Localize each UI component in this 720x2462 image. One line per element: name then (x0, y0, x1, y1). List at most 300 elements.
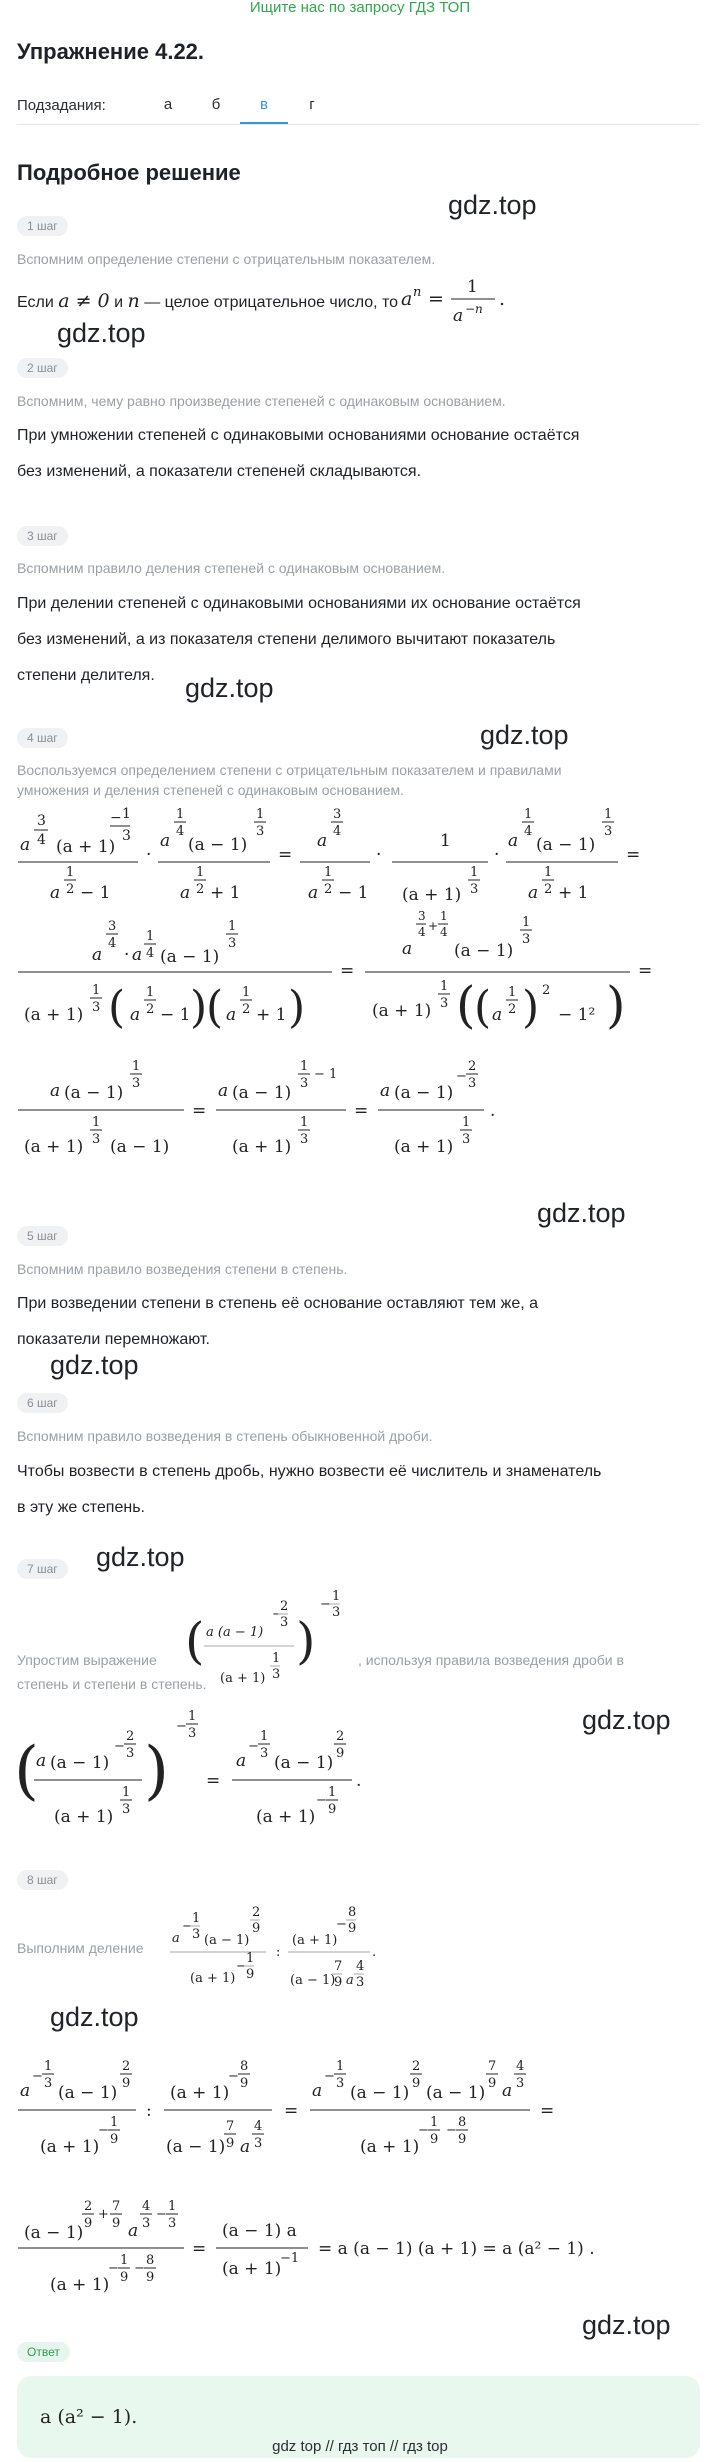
svg-text:−: − (114, 1739, 125, 1754)
step-badge: 3 шаг (17, 526, 68, 546)
svg-text:(: ( (474, 982, 492, 1033)
step-badge: 7 шаг (17, 1559, 68, 1579)
svg-text:=: = (278, 845, 293, 865)
svg-text:a: a (20, 2081, 31, 2101)
svg-text:3: 3 (168, 2216, 177, 2231)
svg-text:9: 9 (120, 2270, 129, 2285)
svg-text:8: 8 (348, 1905, 357, 1920)
svg-text::: : (276, 1945, 281, 1960)
step-text: степени делителя. (17, 667, 155, 684)
svg-text:4: 4 (142, 2199, 151, 2214)
svg-text:n: n (413, 285, 422, 300)
svg-text:a: a (312, 2081, 323, 2101)
svg-text:=: = (192, 1101, 207, 1121)
svg-text:2: 2 (122, 2059, 131, 2074)
svg-text:−: − (156, 2207, 167, 2222)
step4-formula (10, 800, 710, 1200)
svg-text:−: − (418, 2123, 429, 2138)
svg-text:−: − (228, 2069, 239, 2084)
tab-subtask-g[interactable]: г (309, 96, 315, 113)
svg-text:(a + 1): (a + 1) (232, 1137, 292, 1157)
svg-text:(: ( (206, 982, 224, 1033)
svg-text:4: 4 (524, 824, 533, 839)
step-text: без изменений, а из показателя степени делимого вычитают показатель (17, 631, 556, 648)
svg-text:3: 3 (462, 1132, 471, 1147)
svg-text:(a + 1): (a + 1) (394, 1137, 454, 1157)
svg-text:−: − (182, 1919, 193, 1934)
svg-text:9: 9 (246, 1967, 255, 1982)
svg-text:a: a (20, 835, 31, 855)
svg-text:a: a (172, 1931, 180, 1946)
svg-text:−: − (456, 1069, 467, 1084)
svg-text:1: 1 (256, 807, 265, 822)
svg-text:=: = (340, 961, 355, 981)
svg-text:): ) (190, 982, 208, 1033)
step-badge: 8 шаг (17, 1870, 68, 1890)
svg-text:−: − (320, 1597, 331, 1612)
svg-text:2: 2 (412, 2059, 421, 2074)
svg-text:−1: −1 (280, 2251, 300, 2266)
answer-label: Ответ (17, 2342, 70, 2362)
svg-text:+: + (98, 2207, 109, 2222)
svg-text:9: 9 (84, 2216, 93, 2231)
svg-text:1: 1 (122, 806, 131, 822)
step-hint: степень и степени в степень. (17, 1676, 207, 1692)
step1-formula (395, 270, 555, 330)
svg-text:(a − 1): (a − 1) (274, 1753, 334, 1773)
svg-text:(a + 1): (a + 1) (56, 837, 116, 857)
svg-text:(a + 1): (a + 1) (24, 1137, 84, 1157)
svg-text:a: a (492, 1005, 503, 1025)
svg-text:1: 1 (522, 915, 531, 930)
svg-text::: : (146, 2101, 152, 2121)
svg-text:1: 1 (120, 2253, 129, 2268)
step-text: Чтобы возвести в степень дробь, нужно возвести её числитель и знаменатель (17, 1463, 602, 1480)
watermark: gdz.top (537, 1198, 626, 1228)
svg-text:2: 2 (146, 1002, 155, 1017)
svg-text:(a − 1): (a − 1) (426, 2083, 486, 2103)
svg-text:2: 2 (66, 882, 75, 897)
svg-text:−: − (248, 1739, 259, 1754)
svg-text:9: 9 (328, 1802, 337, 1817)
divider (17, 124, 700, 125)
svg-text:(a + 1): (a + 1) (50, 2275, 110, 2295)
svg-text:·: · (124, 945, 130, 965)
watermark: gdz.top (448, 190, 537, 220)
step-hint: Вспомним правило деления степеней с одинаковым основанием. (17, 560, 446, 576)
watermark: gdz.top (582, 2310, 671, 2340)
svg-text:−: − (176, 1719, 187, 1734)
svg-text:7: 7 (226, 2119, 235, 2134)
step-badge: 5 шаг (17, 1226, 68, 1246)
svg-text:a: a (502, 2081, 513, 2101)
step-text: При умножении степеней с одинаковыми основаниями основание остаётся (17, 427, 580, 444)
svg-text:−: − (272, 1607, 283, 1622)
svg-text:−: − (446, 2123, 457, 2138)
svg-text:9: 9 (412, 2076, 421, 2091)
svg-text:1: 1 (168, 2199, 177, 2214)
svg-text:3: 3 (37, 813, 46, 829)
svg-text:=: = (626, 845, 641, 865)
svg-text:1: 1 (440, 831, 451, 851)
svg-text:−: − (236, 1959, 247, 1974)
svg-text:−: − (32, 2069, 43, 2084)
search-hint-banner: Ищите нас по запросу ГДЗ ТОП (249, 0, 471, 16)
svg-text:1: 1 (260, 1729, 269, 1744)
svg-text:=: = (192, 2239, 207, 2259)
svg-text:1: 1 (132, 1059, 141, 1074)
svg-text:a: a (528, 883, 539, 903)
svg-text:4: 4 (146, 946, 155, 961)
svg-text:1: 1 (228, 919, 237, 934)
svg-text:− 1: − 1 (338, 883, 369, 903)
svg-text:=: = (638, 961, 653, 981)
svg-text:1: 1 (324, 865, 333, 880)
svg-text:3: 3 (192, 1927, 201, 1942)
svg-text:): ) (288, 982, 306, 1033)
svg-text:2: 2 (84, 2199, 93, 2214)
tab-subtask-a[interactable]: а (163, 96, 173, 113)
svg-text:(a + 1): (a + 1) (256, 1807, 316, 1827)
svg-text:3: 3 (132, 1076, 141, 1091)
step8-inline-formula (166, 1900, 426, 2000)
svg-text:3: 3 (44, 2076, 53, 2091)
svg-text:9: 9 (336, 1746, 345, 1761)
svg-text:9: 9 (430, 2132, 439, 2147)
step-text: Если a ≠ 0 и n — целое отрицательное число, то (17, 290, 399, 312)
svg-text:3: 3 (260, 1746, 269, 1761)
svg-text:1: 1 (122, 1785, 131, 1800)
svg-text:): ) (296, 1612, 316, 1670)
svg-text:−n: −n (465, 302, 483, 316)
svg-text:(a − 1): (a − 1) (58, 2083, 118, 2103)
svg-text:1: 1 (176, 807, 185, 822)
svg-text:(a + 1): (a + 1) (292, 1933, 338, 1948)
svg-text:1: 1 (196, 865, 205, 880)
svg-text:−: − (316, 1793, 327, 1808)
svg-text:a: a (132, 945, 143, 965)
svg-text:7: 7 (112, 2199, 121, 2214)
tab-subtask-b[interactable]: б (211, 96, 221, 113)
svg-text:2: 2 (252, 1905, 261, 1920)
svg-text:1: 1 (272, 1651, 281, 1666)
page-title: Упражнение 4.22. (17, 39, 205, 64)
svg-text:(a + 1): (a + 1) (372, 1001, 432, 1021)
svg-text:1: 1 (470, 865, 479, 880)
svg-text:1: 1 (508, 985, 517, 1000)
watermark: gdz.top (57, 318, 146, 348)
svg-text:3: 3 (122, 1802, 131, 1817)
svg-text:a: a (92, 945, 103, 965)
svg-text:3: 3 (92, 1132, 101, 1147)
step-hint: Воспользуемся определением степени с отрицательным показателем и правилами (17, 762, 562, 778)
step7-inline-formula (180, 1588, 360, 1698)
svg-text:a: a (508, 831, 519, 851)
svg-text:(: ( (14, 1734, 39, 1808)
watermark: gdz.top (50, 1350, 139, 1380)
svg-text:1: 1 (604, 807, 613, 822)
svg-text:3: 3 (468, 1076, 477, 1091)
svg-text:−: − (98, 2123, 109, 2138)
step-text: показатели перемножают. (17, 1331, 210, 1348)
svg-text:−: − (336, 1917, 347, 1932)
svg-text:(a − 1): (a − 1) (160, 947, 220, 967)
svg-text:1: 1 (192, 1911, 201, 1926)
svg-text:a: a (240, 2137, 251, 2157)
svg-text:4: 4 (418, 925, 426, 939)
svg-text:1: 1 (300, 1059, 309, 1074)
svg-text:(a − 1): (a − 1) (166, 2137, 226, 2157)
svg-text:9: 9 (112, 2216, 121, 2231)
svg-text:2: 2 (324, 882, 333, 897)
svg-text:1: 1 (242, 985, 251, 1000)
svg-text:3: 3 (336, 2076, 345, 2091)
svg-text:4: 4 (37, 832, 46, 848)
svg-text:1: 1 (146, 929, 155, 944)
svg-text:3: 3 (333, 807, 342, 822)
svg-text:a: a (346, 1973, 354, 1988)
svg-text:(a − 1): (a − 1) (64, 1083, 124, 1103)
svg-text:(a + 1): (a + 1) (24, 1005, 84, 1025)
svg-text:): ) (144, 1734, 169, 1808)
svg-text:7: 7 (334, 1959, 343, 1974)
footer-links[interactable]: gdz top // гдз топ // гдз top (272, 2438, 448, 2455)
svg-text:3: 3 (272, 1667, 281, 1682)
svg-text:−: − (110, 810, 122, 826)
svg-text:(a − 1) a: (a − 1) a (222, 2221, 297, 2241)
svg-text:1: 1 (146, 985, 155, 1000)
svg-text:·: · (494, 845, 500, 865)
watermark: gdz.top (480, 720, 569, 750)
svg-text:.: . (356, 1771, 362, 1791)
svg-text:−: − (108, 2261, 119, 2276)
svg-text:1: 1 (92, 1115, 101, 1130)
svg-text:8: 8 (146, 2253, 155, 2268)
svg-text:(a − 1): (a − 1) (290, 1973, 336, 1988)
step-badge: 1 шаг (17, 216, 68, 236)
svg-text:3: 3 (126, 1746, 135, 1761)
svg-text:3: 3 (418, 909, 426, 923)
svg-text:(a − 1): (a − 1) (454, 941, 514, 961)
answer-value: a (a² − 1). (40, 2406, 138, 2428)
svg-text:1: 1 (467, 277, 478, 297)
svg-text:9: 9 (240, 2076, 249, 2091)
svg-text:a: a (50, 1081, 61, 1101)
step-hint: , используя правила возведения дроби в (358, 1652, 624, 1668)
svg-text:2: 2 (544, 882, 553, 897)
svg-text:(a − 1): (a − 1) (204, 1933, 250, 1948)
svg-text:3: 3 (188, 1726, 197, 1741)
svg-text:4: 4 (440, 925, 448, 939)
svg-text:(a + 1): (a + 1) (170, 2083, 230, 2103)
svg-text:a: a (453, 306, 464, 326)
svg-text:(a + 1): (a + 1) (222, 2259, 282, 2279)
svg-text:−: − (324, 2069, 335, 2084)
step-hint: Вспомним определение степени с отрицательным показателем. (17, 251, 436, 267)
svg-text:3: 3 (300, 1132, 309, 1147)
watermark: gdz.top (50, 2002, 139, 2032)
tab-subtask-v[interactable]: в (240, 88, 288, 124)
step-hint: Вспомним правило возведения степени в степень. (17, 1261, 348, 1277)
step-hint: Вспомним, чему равно произведение степеней с одинаковым основанием. (17, 393, 506, 409)
svg-text:1: 1 (300, 1115, 309, 1130)
svg-text:4: 4 (333, 824, 342, 839)
svg-text:a: a (317, 831, 328, 851)
svg-text:8: 8 (458, 2115, 467, 2130)
step-text: При делении степеней с одинаковыми основаниями их основание остаётся (17, 595, 581, 612)
svg-text:9: 9 (226, 2136, 235, 2151)
svg-text:3: 3 (256, 824, 265, 839)
svg-text:3: 3 (228, 936, 237, 951)
svg-text:=: = (206, 1771, 221, 1791)
watermark: gdz.top (582, 1705, 671, 1735)
svg-text:4: 4 (254, 2119, 263, 2134)
svg-text:(a + 1): (a + 1) (54, 1807, 114, 1827)
svg-text:a: a (402, 939, 413, 959)
svg-text:.: . (490, 1101, 496, 1121)
svg-text:a: a (180, 883, 191, 903)
step-hint: Упростим выражение (17, 1652, 157, 1668)
step-badge: 4 шаг (17, 728, 68, 748)
step-text: При возведении степени в степень её основание оставляют тем же, а (17, 1295, 539, 1312)
svg-text:4: 4 (356, 1959, 365, 1974)
svg-text:3: 3 (300, 1076, 309, 1091)
step-hint: умножения и деления степеней с одинаковым основанием. (17, 782, 404, 798)
step-badge: 2 шаг (17, 358, 68, 378)
svg-text:·: · (376, 845, 382, 865)
svg-text:1: 1 (462, 1115, 471, 1130)
svg-text:(: ( (108, 982, 126, 1033)
svg-text:.: . (499, 288, 506, 310)
svg-text:9: 9 (348, 1921, 357, 1936)
svg-text:1: 1 (92, 983, 101, 998)
svg-text:=: = (354, 1101, 369, 1121)
svg-text:(a − 1): (a − 1) (232, 1083, 292, 1103)
svg-text:9: 9 (146, 2270, 155, 2285)
svg-text:): ) (606, 976, 626, 1034)
svg-text:1: 1 (524, 807, 533, 822)
svg-text:(a − 1): (a − 1) (536, 835, 596, 855)
svg-text:=: = (284, 2101, 299, 2121)
svg-text:1: 1 (332, 1589, 341, 1604)
svg-text:3: 3 (92, 1000, 101, 1015)
svg-text:1: 1 (336, 2059, 345, 2074)
svg-text:9: 9 (252, 1921, 261, 1936)
svg-text:(a − 1): (a − 1) (50, 1753, 110, 1773)
svg-text:(a + 1): (a + 1) (220, 1671, 266, 1686)
svg-text:a: a (380, 1081, 391, 1101)
svg-text:3: 3 (280, 1615, 289, 1630)
svg-text:a: a (160, 831, 171, 851)
svg-text:(a + 1): (a + 1) (40, 2137, 100, 2157)
svg-text:− 1: − 1 (80, 883, 111, 903)
svg-text:2: 2 (542, 983, 551, 998)
svg-text:(a + 1): (a + 1) (402, 885, 462, 905)
subtasks-tabs (144, 88, 336, 124)
svg-text:(a + 1): (a + 1) (190, 1971, 236, 1986)
svg-text:a: a (308, 883, 319, 903)
svg-text:3: 3 (356, 1975, 365, 1990)
svg-text:4: 4 (176, 824, 185, 839)
svg-text:2: 2 (242, 1002, 251, 1017)
step-badge: 6 шаг (17, 1393, 68, 1413)
svg-text:a: a (236, 1751, 247, 1771)
svg-text:3: 3 (440, 996, 449, 1011)
svg-text:+ 1: + 1 (256, 1005, 287, 1025)
svg-text:+ 1: + 1 (558, 883, 589, 903)
svg-text:.: . (372, 1945, 377, 1960)
step-hint: Вспомним правило возведения в степень обыкновенной дроби. (17, 1428, 433, 1444)
svg-text:·: · (146, 845, 152, 865)
svg-text:1: 1 (544, 865, 553, 880)
svg-text:a: a (130, 1005, 141, 1025)
step-text: без изменений, а показатели степеней складываются. (17, 463, 422, 480)
watermark: gdz.top (96, 1542, 185, 1572)
svg-text:a: a (218, 1081, 229, 1101)
svg-text:a: a (50, 883, 61, 903)
svg-text:a: a (36, 1751, 47, 1771)
step7-formula (10, 1700, 410, 1840)
svg-text:3: 3 (122, 828, 131, 844)
solution-heading: Подробное решение (17, 160, 241, 185)
svg-text:+ 1: + 1 (210, 883, 241, 903)
svg-text:8: 8 (240, 2059, 249, 2074)
svg-text:− 1: − 1 (314, 1067, 338, 1082)
svg-text:− 1²: − 1² (558, 1005, 596, 1025)
svg-text:2: 2 (468, 1059, 477, 1074)
svg-text:=: = (428, 288, 444, 310)
step-hint: Выполним деление (17, 1940, 144, 1956)
svg-text:1: 1 (440, 979, 449, 994)
svg-text:): ) (522, 982, 540, 1033)
svg-text:1: 1 (44, 2059, 53, 2074)
svg-text:(: ( (185, 1612, 205, 1670)
svg-text:3: 3 (254, 2136, 263, 2151)
svg-text:1: 1 (430, 2115, 439, 2130)
svg-text:2: 2 (280, 1599, 289, 1614)
svg-text:4: 4 (516, 2059, 525, 2074)
svg-text:2: 2 (508, 1002, 517, 1017)
svg-text:−: − (134, 2261, 145, 2276)
svg-text:2: 2 (196, 882, 205, 897)
svg-text:7: 7 (488, 2059, 497, 2074)
svg-text:(a − 1): (a − 1) (24, 2223, 84, 2243)
svg-text:a: a (226, 1005, 237, 1025)
svg-text:(: ( (456, 976, 476, 1034)
svg-text:9: 9 (110, 2132, 119, 2147)
svg-text:=: = (540, 2101, 555, 2121)
svg-text:2: 2 (126, 1729, 135, 1744)
svg-text:= a (a − 1) (a + 1) = a (a² −: = a (a − 1) (a + 1) = a (a² − 1) . (318, 2239, 595, 2259)
svg-text:9: 9 (458, 2132, 467, 2147)
svg-text:a (a − 1): a (a − 1) (206, 1625, 264, 1640)
svg-text:a: a (128, 2221, 139, 2241)
svg-text:3: 3 (470, 882, 479, 897)
svg-text:4: 4 (108, 936, 117, 951)
svg-text:(a − 1): (a − 1) (188, 835, 248, 855)
svg-text:9: 9 (122, 2076, 131, 2091)
step8-formula (10, 2030, 710, 2310)
svg-text:1: 1 (328, 1785, 337, 1800)
svg-text:1: 1 (66, 865, 75, 880)
svg-text:3: 3 (108, 919, 117, 934)
step-text: в эту же степень. (17, 1499, 145, 1516)
svg-text:a: a (401, 288, 413, 310)
svg-text:1: 1 (110, 2115, 119, 2130)
svg-text:1: 1 (440, 909, 448, 923)
svg-text:+: + (428, 919, 439, 933)
svg-text:3: 3 (332, 1605, 341, 1620)
